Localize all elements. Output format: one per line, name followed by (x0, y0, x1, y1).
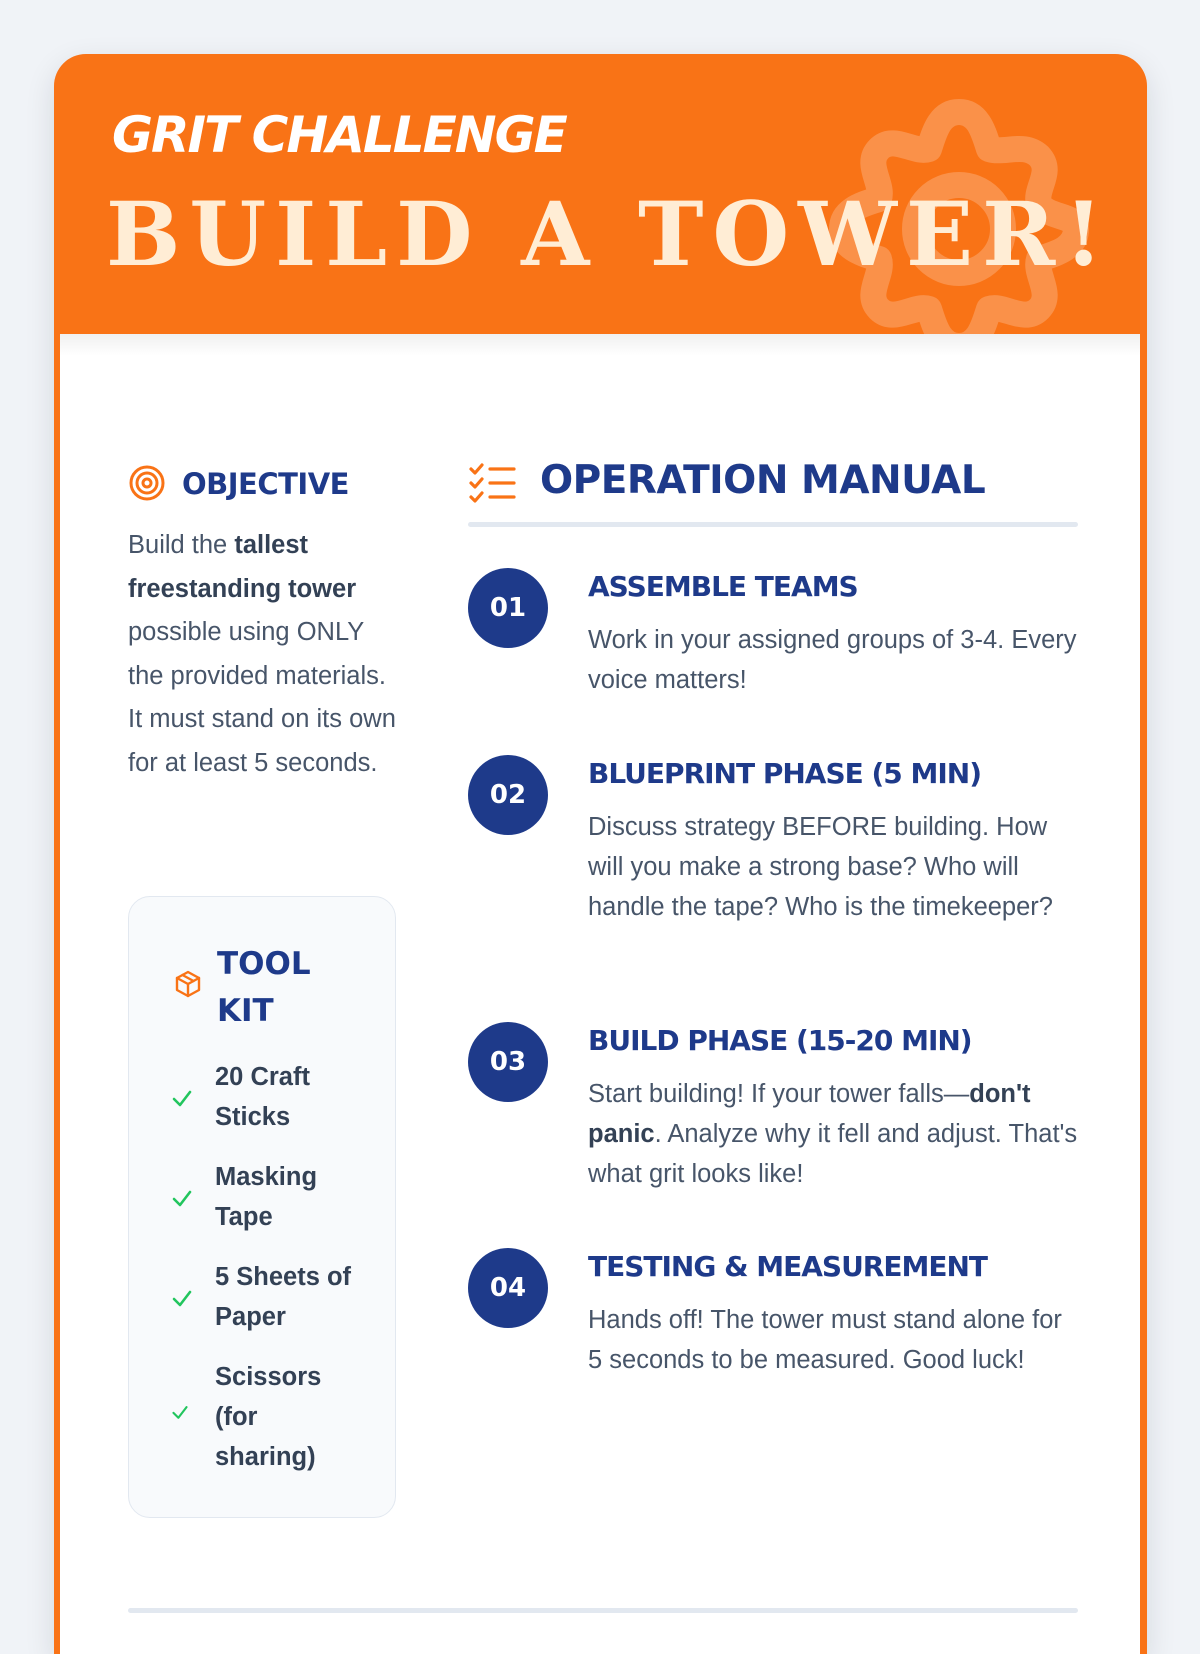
check-icon (171, 1287, 193, 1309)
objective-text-bold: tallest freestanding tower (128, 531, 357, 603)
step-desc-c: . Analyze why it fell and adjust. That's what grit looks like! (588, 1120, 1078, 1188)
check-icon (171, 1187, 193, 1209)
box-icon (173, 969, 203, 999)
step-title: BUILD PHASE (15-20 MIN) (588, 1024, 972, 1057)
manual-title: OPERATION MANUAL (540, 458, 986, 503)
step-description: Hands off! The tower must stand alone for 5 seconds to be measured. Good luck! (588, 1306, 1062, 1374)
content-panel (60, 334, 1140, 1654)
step-desc-a: Start building! If your tower falls— (588, 1080, 970, 1108)
target-icon (128, 464, 166, 502)
step-number: 04 (468, 1248, 548, 1328)
checklist-icon (468, 462, 518, 504)
step-description: Work in your assigned groups of 3-4. Every voice matters! (588, 626, 1077, 694)
manual-heading (468, 458, 1078, 526)
step-title: ASSEMBLE TEAMS (588, 570, 858, 603)
check-icon (171, 1403, 189, 1421)
step-title: TESTING & MEASUREMENT (588, 1250, 988, 1283)
header-banner (54, 54, 1147, 334)
header-kicker: GRIT CHALLENGE (112, 106, 566, 164)
page-title: BUILD A TOWER! (106, 182, 1112, 286)
step-number: 01 (468, 568, 548, 648)
toolkit-item-label: Scissors (for sharing) (215, 1363, 322, 1471)
toolkit-title: TOOL KIT (217, 946, 311, 1029)
objective-title: OBJECTIVE (182, 467, 349, 501)
toolkit-item-label: Masking Tape (215, 1163, 318, 1231)
objective-text (128, 524, 398, 785)
objective-heading (128, 464, 398, 504)
step-description (588, 1074, 1078, 1194)
step-desc-bold: don't panic (588, 1080, 1031, 1148)
objective-text-c: possible using ONLY the provided materials. It must stand on its own for at least 5 seconds. (128, 618, 396, 777)
step-title: BLUEPRINT PHASE (5 MIN) (588, 757, 982, 790)
step-number: 03 (468, 1022, 548, 1102)
content-shadow (60, 334, 1140, 356)
toolkit-item-label: 20 Craft Sticks (215, 1063, 310, 1131)
challenge-card (54, 54, 1147, 1654)
step-description: Discuss strategy BEFORE building. How will you make a strong base? Who will handle the tape? Who is the timekeeper? (588, 813, 1053, 921)
step-number: 02 (468, 755, 548, 835)
toolkit-panel (128, 896, 396, 1518)
footer-divider (128, 1608, 1078, 1613)
check-icon (171, 1087, 193, 1109)
objective-text-a: Build the (128, 531, 235, 559)
manual-divider (468, 522, 1078, 527)
toolkit-item-label: 5 Sheets of Paper (215, 1263, 352, 1331)
